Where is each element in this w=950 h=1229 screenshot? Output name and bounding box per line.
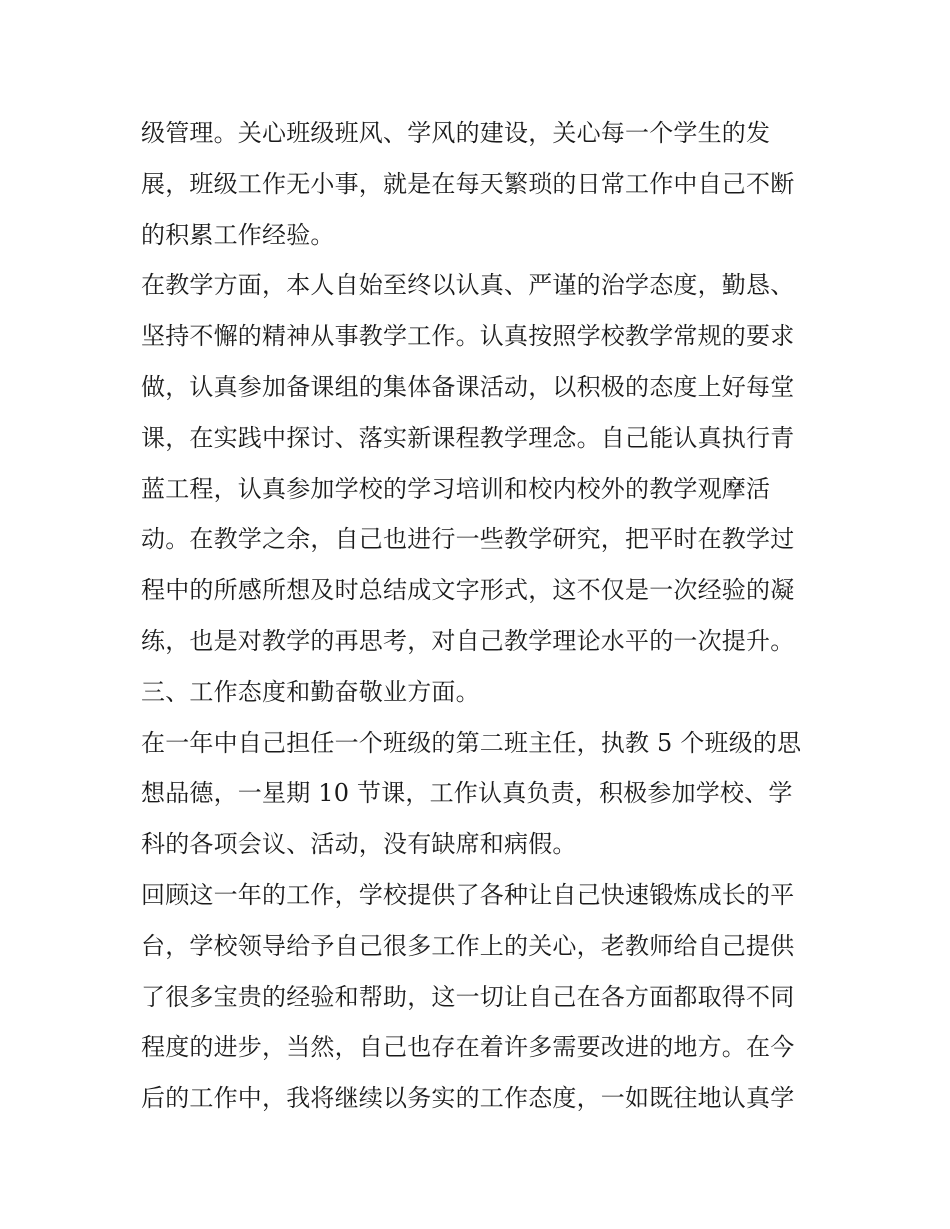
- text-line: 练，也是对教学的再思考，对自己教学理论水平的一次提升。: [141, 626, 795, 655]
- text-line: 程度的进步，当然，自己也存在着许多需要改进的地方。在今: [141, 1033, 795, 1062]
- text-line: 回顾这一年的工作，学校提供了各种让自己快速锻炼成长的平: [141, 880, 795, 909]
- body-text: [141, 108, 813, 1124]
- text-line: 程中的所感所想及时总结成文字形式，这不仅是一次经验的凝: [141, 576, 795, 605]
- text-line: 展，班级工作无小事，就是在每天繁琐的日常工作中自己不断: [141, 169, 795, 198]
- text-line: 科的各项会议、活动，没有缺席和病假。: [141, 830, 577, 859]
- text-line: 级管理。关心班级班风、学风的建设，关心每一个学生的发: [141, 119, 771, 147]
- text-line: 动。在教学之余，自己也进行一些教学研究，把平时在教学过: [141, 525, 795, 554]
- text-line: 在一年中自己担任一个班级的第二班主任，执教 5 个班级的思: [141, 728, 802, 757]
- text-line: 了很多宝贵的经验和帮助，这一切让自己在各方面都取得不同: [141, 982, 795, 1011]
- text-line: 做，认真参加备课组的集体备课活动，以积极的态度上好每堂: [141, 372, 795, 401]
- text-line: 想品德，一星期 10 节课，工作认真负责，积极参加学校、学: [141, 779, 793, 808]
- text-line: 的积累工作经验。: [141, 220, 335, 249]
- text-line: 蓝工程，认真参加学校的学习培训和校内校外的教学观摩活: [141, 474, 771, 503]
- text-line: 坚持不懈的精神从事教学工作。认真按照学校教学常规的要求: [141, 322, 795, 351]
- text-line: 在教学方面，本人自始至终以认真、严谨的治学态度，勤恳、: [141, 271, 795, 300]
- text-line: 课，在实践中探讨、落实新课程教学理念。自己能认真执行青: [141, 423, 795, 452]
- section-heading: 三、工作态度和勤奋敬业方面。: [141, 677, 480, 706]
- text-line: 台，学校领导给予自己很多工作上的关心，老教师给自己提供: [141, 931, 795, 960]
- text-line: 后的工作中，我将继续以务实的工作态度，一如既往地认真学: [141, 1084, 795, 1113]
